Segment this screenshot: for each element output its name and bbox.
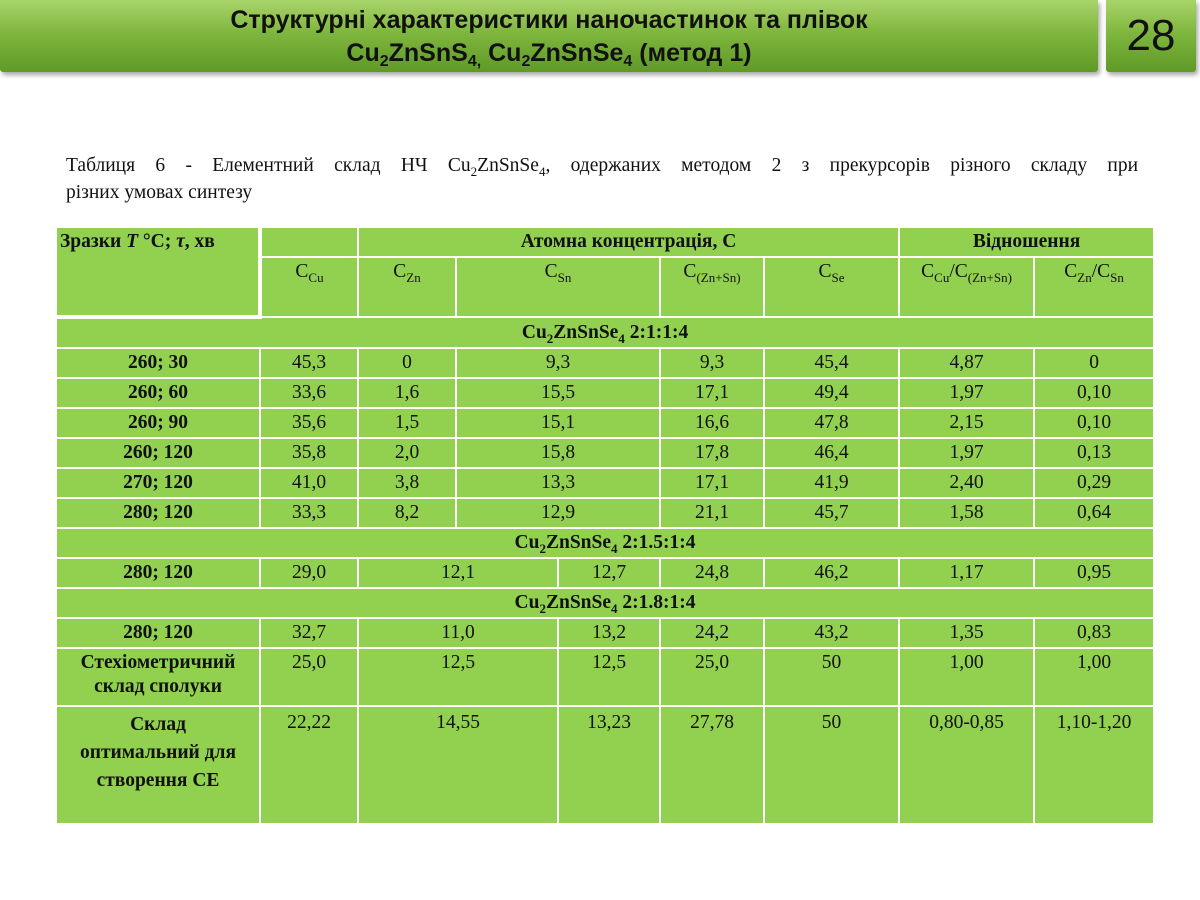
value-cell: 49,4 bbox=[764, 378, 899, 408]
page-number-box bbox=[1106, 0, 1196, 72]
subheader-c-se: $C_{Se}$ bbox=[764, 257, 899, 317]
value-cell: 50 bbox=[764, 706, 899, 824]
value-cell: 35,8 bbox=[260, 438, 358, 468]
value-cell: 41,0 bbox=[260, 468, 358, 498]
value-cell: 0 bbox=[358, 348, 456, 378]
value-cell: 29,0 bbox=[260, 558, 358, 588]
value-cell: 2,15 bbox=[899, 408, 1034, 438]
title-formula-sub: 4 bbox=[623, 53, 633, 70]
value-cell: 0 bbox=[1034, 348, 1154, 378]
value-cell: 0,83 bbox=[1034, 618, 1154, 648]
sample-cell: Склад оптимальний для створення СЕ bbox=[56, 706, 260, 824]
value-cell: 0,10 bbox=[1034, 378, 1154, 408]
empty-header-cell bbox=[260, 227, 358, 257]
value-cell: 17,8 bbox=[660, 438, 764, 468]
value-cell: 12,7 bbox=[558, 558, 660, 588]
value-cell: 13,2 bbox=[558, 618, 660, 648]
table-row-stoichiometric bbox=[56, 648, 1154, 706]
title-formula-part: ZnSnSe bbox=[530, 39, 624, 67]
value-cell: 50 bbox=[764, 648, 899, 706]
caption-line-2: різних умовах синтезу bbox=[66, 182, 253, 203]
value-cell: 17,1 bbox=[660, 468, 764, 498]
subheader-c-znsn: $C_{(Zn+Sn)}$ bbox=[660, 257, 764, 317]
section-row bbox=[56, 528, 1154, 558]
table-row-optimal bbox=[56, 706, 1154, 824]
composition-table bbox=[55, 226, 1155, 825]
value-cell: 33,6 bbox=[260, 378, 358, 408]
value-cell: 43,2 bbox=[764, 618, 899, 648]
value-cell: 0,95 bbox=[1034, 558, 1154, 588]
value-cell: 13,23 bbox=[558, 706, 660, 824]
table-row bbox=[56, 348, 1154, 378]
value-cell: 1,00 bbox=[1034, 648, 1154, 706]
title-line-1: Структурні характеристики наночастинок та плівок bbox=[230, 6, 868, 34]
subheader-c-sn: $C_{Sn}$ bbox=[456, 257, 660, 317]
value-cell: 16,6 bbox=[660, 408, 764, 438]
slide-title-bar bbox=[0, 0, 1098, 72]
value-cell: 15,1 bbox=[456, 408, 660, 438]
section-label: $Cu_2ZnSnSe_4$ 2:1:1:4 bbox=[56, 317, 1154, 348]
title-formula-part: Cu bbox=[346, 39, 380, 67]
atomic-concentration-header: Атомна концентрація, С bbox=[358, 227, 899, 257]
value-cell: 12,1 bbox=[358, 558, 558, 588]
sample-cell: 260; 120 bbox=[56, 438, 260, 468]
value-cell: 1,35 bbox=[899, 618, 1034, 648]
value-cell: 27,78 bbox=[660, 706, 764, 824]
value-cell: 22,22 bbox=[260, 706, 358, 824]
subheader-c-zn: $C_{Zn}$ bbox=[358, 257, 456, 317]
section-row bbox=[56, 588, 1154, 618]
table-caption bbox=[66, 152, 1138, 206]
subheader-ratio-cu: $C_{Cu}/C_{(Zn+Sn)}$ bbox=[899, 257, 1034, 317]
section-label: $Cu_2ZnSnSe_4$ 2:1.8:1:4 bbox=[56, 588, 1154, 618]
value-cell: 15,5 bbox=[456, 378, 660, 408]
ratio-header: Відношення bbox=[899, 227, 1154, 257]
value-cell: 1,97 bbox=[899, 438, 1034, 468]
value-cell: 14,55 bbox=[358, 706, 558, 824]
caption-line-1: Таблиця 6 - Елементний склад НЧ $Cu_2ZnSnSe_4$, одержаних методом 2 з прекурсорів різного складу при bbox=[66, 155, 1138, 179]
subheader-ratio-zn: $C_{Zn}/C_{Sn}$ bbox=[1034, 257, 1154, 317]
table-row bbox=[56, 408, 1154, 438]
sample-cell: 260; 60 bbox=[56, 378, 260, 408]
sample-cell: 260; 90 bbox=[56, 408, 260, 438]
value-cell: 46,2 bbox=[764, 558, 899, 588]
value-cell: 0,13 bbox=[1034, 438, 1154, 468]
sample-cell: 280; 120 bbox=[56, 498, 260, 528]
section-row bbox=[56, 317, 1154, 348]
value-cell: 45,4 bbox=[764, 348, 899, 378]
value-cell: 0,10 bbox=[1034, 408, 1154, 438]
value-cell: 1,6 bbox=[358, 378, 456, 408]
sample-cell: 280; 120 bbox=[56, 558, 260, 588]
value-cell: 25,0 bbox=[660, 648, 764, 706]
value-cell: 12,5 bbox=[358, 648, 558, 706]
table-row bbox=[56, 438, 1154, 468]
value-cell: 1,97 bbox=[899, 378, 1034, 408]
value-cell: 1,00 bbox=[899, 648, 1034, 706]
value-cell: 8,2 bbox=[358, 498, 456, 528]
value-cell: 2,0 bbox=[358, 438, 456, 468]
value-cell: 2,40 bbox=[899, 468, 1034, 498]
value-cell: 25,0 bbox=[260, 648, 358, 706]
subheader-c-cu: $C_{Cu}$ bbox=[260, 257, 358, 317]
table-row bbox=[56, 378, 1154, 408]
title-line-2 bbox=[0, 37, 1098, 70]
title-formula-part: ZnSnS bbox=[388, 39, 468, 67]
value-cell: 4,87 bbox=[899, 348, 1034, 378]
value-cell: 32,7 bbox=[260, 618, 358, 648]
value-cell: 12,5 bbox=[558, 648, 660, 706]
value-cell: 17,1 bbox=[660, 378, 764, 408]
title-method: (метод 1) bbox=[632, 39, 752, 67]
title-formula-sub: 4, bbox=[467, 53, 482, 70]
value-cell: 12,9 bbox=[456, 498, 660, 528]
title-formula-sub: 2 bbox=[379, 53, 389, 70]
sample-cell: 270; 120 bbox=[56, 468, 260, 498]
value-cell: 46,4 bbox=[764, 438, 899, 468]
value-cell: 13,3 bbox=[456, 468, 660, 498]
value-cell: 47,8 bbox=[764, 408, 899, 438]
value-cell: 1,17 bbox=[899, 558, 1034, 588]
value-cell: 45,7 bbox=[764, 498, 899, 528]
value-cell: 45,3 bbox=[260, 348, 358, 378]
table-row bbox=[56, 498, 1154, 528]
table-row bbox=[56, 558, 1154, 588]
value-cell: 9,3 bbox=[456, 348, 660, 378]
value-cell: 9,3 bbox=[660, 348, 764, 378]
value-cell: 41,9 bbox=[764, 468, 899, 498]
value-cell: 21,1 bbox=[660, 498, 764, 528]
section-label: $Cu_2ZnSnSe_4$ 2:1.5:1:4 bbox=[56, 528, 1154, 558]
sample-cell: Стехіометричний склад сполуки bbox=[56, 648, 260, 706]
value-cell: 35,6 bbox=[260, 408, 358, 438]
title-formula-sub: 2 bbox=[521, 53, 531, 70]
value-cell: 1,5 bbox=[358, 408, 456, 438]
value-cell: 1,10-1,20 bbox=[1034, 706, 1154, 824]
value-cell: 0,80-0,85 bbox=[899, 706, 1034, 824]
value-cell: 0,29 bbox=[1034, 468, 1154, 498]
value-cell: 1,58 bbox=[899, 498, 1034, 528]
sample-cell: 260; 30 bbox=[56, 348, 260, 378]
slide-title bbox=[0, 4, 1098, 70]
value-cell: 11,0 bbox=[358, 618, 558, 648]
value-cell: 33,3 bbox=[260, 498, 358, 528]
table-row bbox=[56, 468, 1154, 498]
samples-header: Зразки T °C; τ, хв bbox=[56, 227, 260, 317]
table-row bbox=[56, 618, 1154, 648]
value-cell: 15,8 bbox=[456, 438, 660, 468]
header-row bbox=[56, 227, 1154, 257]
value-cell: 3,8 bbox=[358, 468, 456, 498]
title-formula-part: Cu bbox=[481, 39, 522, 67]
sample-cell: 280; 120 bbox=[56, 618, 260, 648]
value-cell: 0,64 bbox=[1034, 498, 1154, 528]
value-cell: 24,8 bbox=[660, 558, 764, 588]
page-number: 28 bbox=[1126, 11, 1176, 60]
value-cell: 24,2 bbox=[660, 618, 764, 648]
